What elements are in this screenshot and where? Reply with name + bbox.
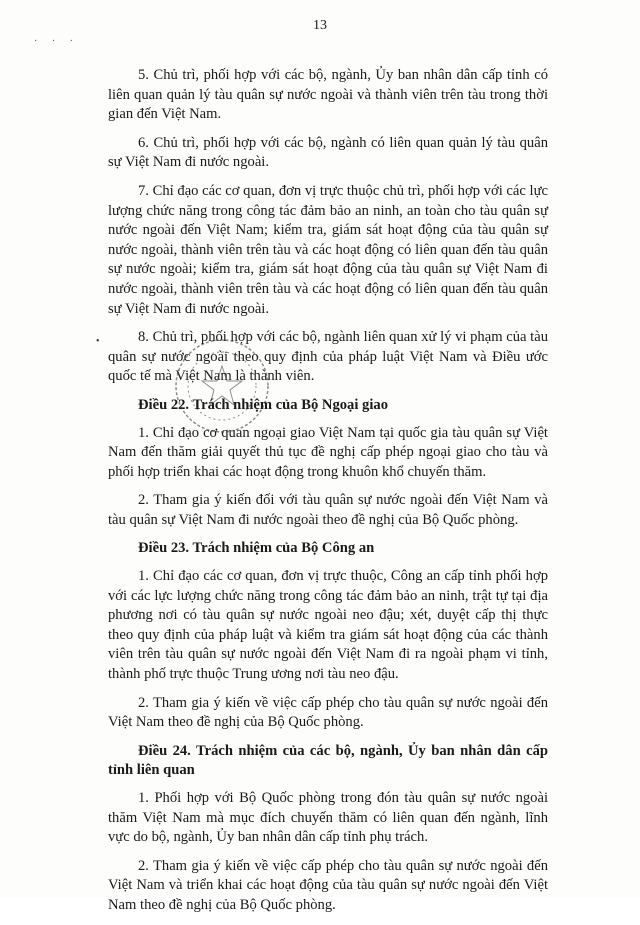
article-23-item-2: 2. Tham gia ý kiến về việc cấp phép cho tàu quân sự nước ngoài đến Việt Nam theo đề nghị của Bộ Quốc phòng. (108, 694, 548, 731)
article-23-heading: Điều 23. Trách nhiệm của Bộ Công an (138, 540, 375, 557)
article-24-item-1: 1. Phối hợp với Bộ Quốc phòng trong đón tàu quân sự nước ngoài thăm Việt Nam mà mục đích chuyến thăm có liên quan đến ngành, lĩnh vực do bộ, ngành, Ủy ban nhân dân cấp tỉnh phụ trách. (108, 790, 548, 846)
paragraph-5: 5. Chủ trì, phối hợp với các bộ, ngành, Ủy ban nhân dân cấp tỉnh có liên quan quản lý tàu quân sự nước ngoài và thành viên trên tàu trong thời gian đến Việt Nam. (108, 67, 548, 123)
document-body (108, 66, 548, 925)
article-24-item-2: 2. Tham gia ý kiến về việc cấp phép cho tàu quân sự nước ngoài đến Việt Nam và triển khai các hoạt động của tàu quân sự nước ngoài đến Việt Nam theo đề nghị của Bộ Quốc phòng. (108, 857, 548, 913)
paragraph-8: 8. Chủ trì, phối hợp với các bộ, ngành liên quan xử lý vi phạm của tàu quân sự nước ngoài theo quy định của pháp luật Việt Nam và Điều ước quốc tế mà Việt Nam là thành viên. (108, 329, 548, 385)
article-22-heading: Điều 22. Trách nhiệm của Bộ Ngoại giao (138, 396, 388, 413)
page-number: 13 (313, 18, 327, 33)
paragraph-6: 6. Chủ trì, phối hợp với các bộ, ngành có liên quan quản lý tàu quân sự Việt Nam đi nước ngoài. (108, 134, 548, 171)
margin-mark: • (96, 336, 100, 347)
article-24-heading: Điều 24. Trách nhiệm của các bộ, ngành, Ủy ban nhân dân cấp tỉnh liên quan (108, 742, 548, 779)
article-22-item-1: 1. Chỉ đạo cơ quan ngoại giao Việt Nam tại quốc gia tàu quân sự Việt Nam đến thăm giải quyết thủ tục đề nghị cấp phép ngoại giao cho tàu và phối hợp triển khai các hoạt động trong khuôn khổ chuyến thăm. (108, 424, 548, 480)
scan-specks: · · · (34, 36, 79, 47)
paragraph-7: 7. Chỉ đạo các cơ quan, đơn vị trực thuộc chủ trì, phối hợp với các lực lượng chức năng trong công tác đảm bảo an ninh, an toàn cho tàu quân sự nước ngoài đến Việt Nam; kiểm tra, giám sát hoạt động của tàu quân sự nước ngoài, thành viên trên tàu và các hoạt động có liên quan đến tàu quân sự nước ngoài; kiểm tra, giám sát hoạt động của tàu quân sự Việt Nam đi nước ngoài, thành viên trên tàu và các hoạt động có liên quan đến tàu quân sự Việt Nam đi nước ngoài. (108, 182, 548, 317)
article-23-item-1: 1. Chỉ đạo các cơ quan, đơn vị trực thuộc, Công an cấp tỉnh phối hợp với các lực lượng chức năng trong công tác đảm bảo an ninh, trật tự tại địa phương nơi có tàu quân sự nước ngoài neo đậu; xét, duyệt cấp thị thực theo quy định của pháp luật và kiểm tra giám sát hoạt động của các thành viên trên tàu quân sự nước ngoài đến Việt Nam đi ra ngoài phạm vi tỉnh, thành phố trực thuộc Trung ương nơi tàu neo đậu. (108, 568, 548, 683)
article-22-item-2: 2. Tham gia ý kiến đối với tàu quân sự nước ngoài đến Việt Nam và tàu quân sự Việt Nam đi nước ngoài theo đề nghị của Bộ Quốc phòng. (108, 492, 548, 528)
